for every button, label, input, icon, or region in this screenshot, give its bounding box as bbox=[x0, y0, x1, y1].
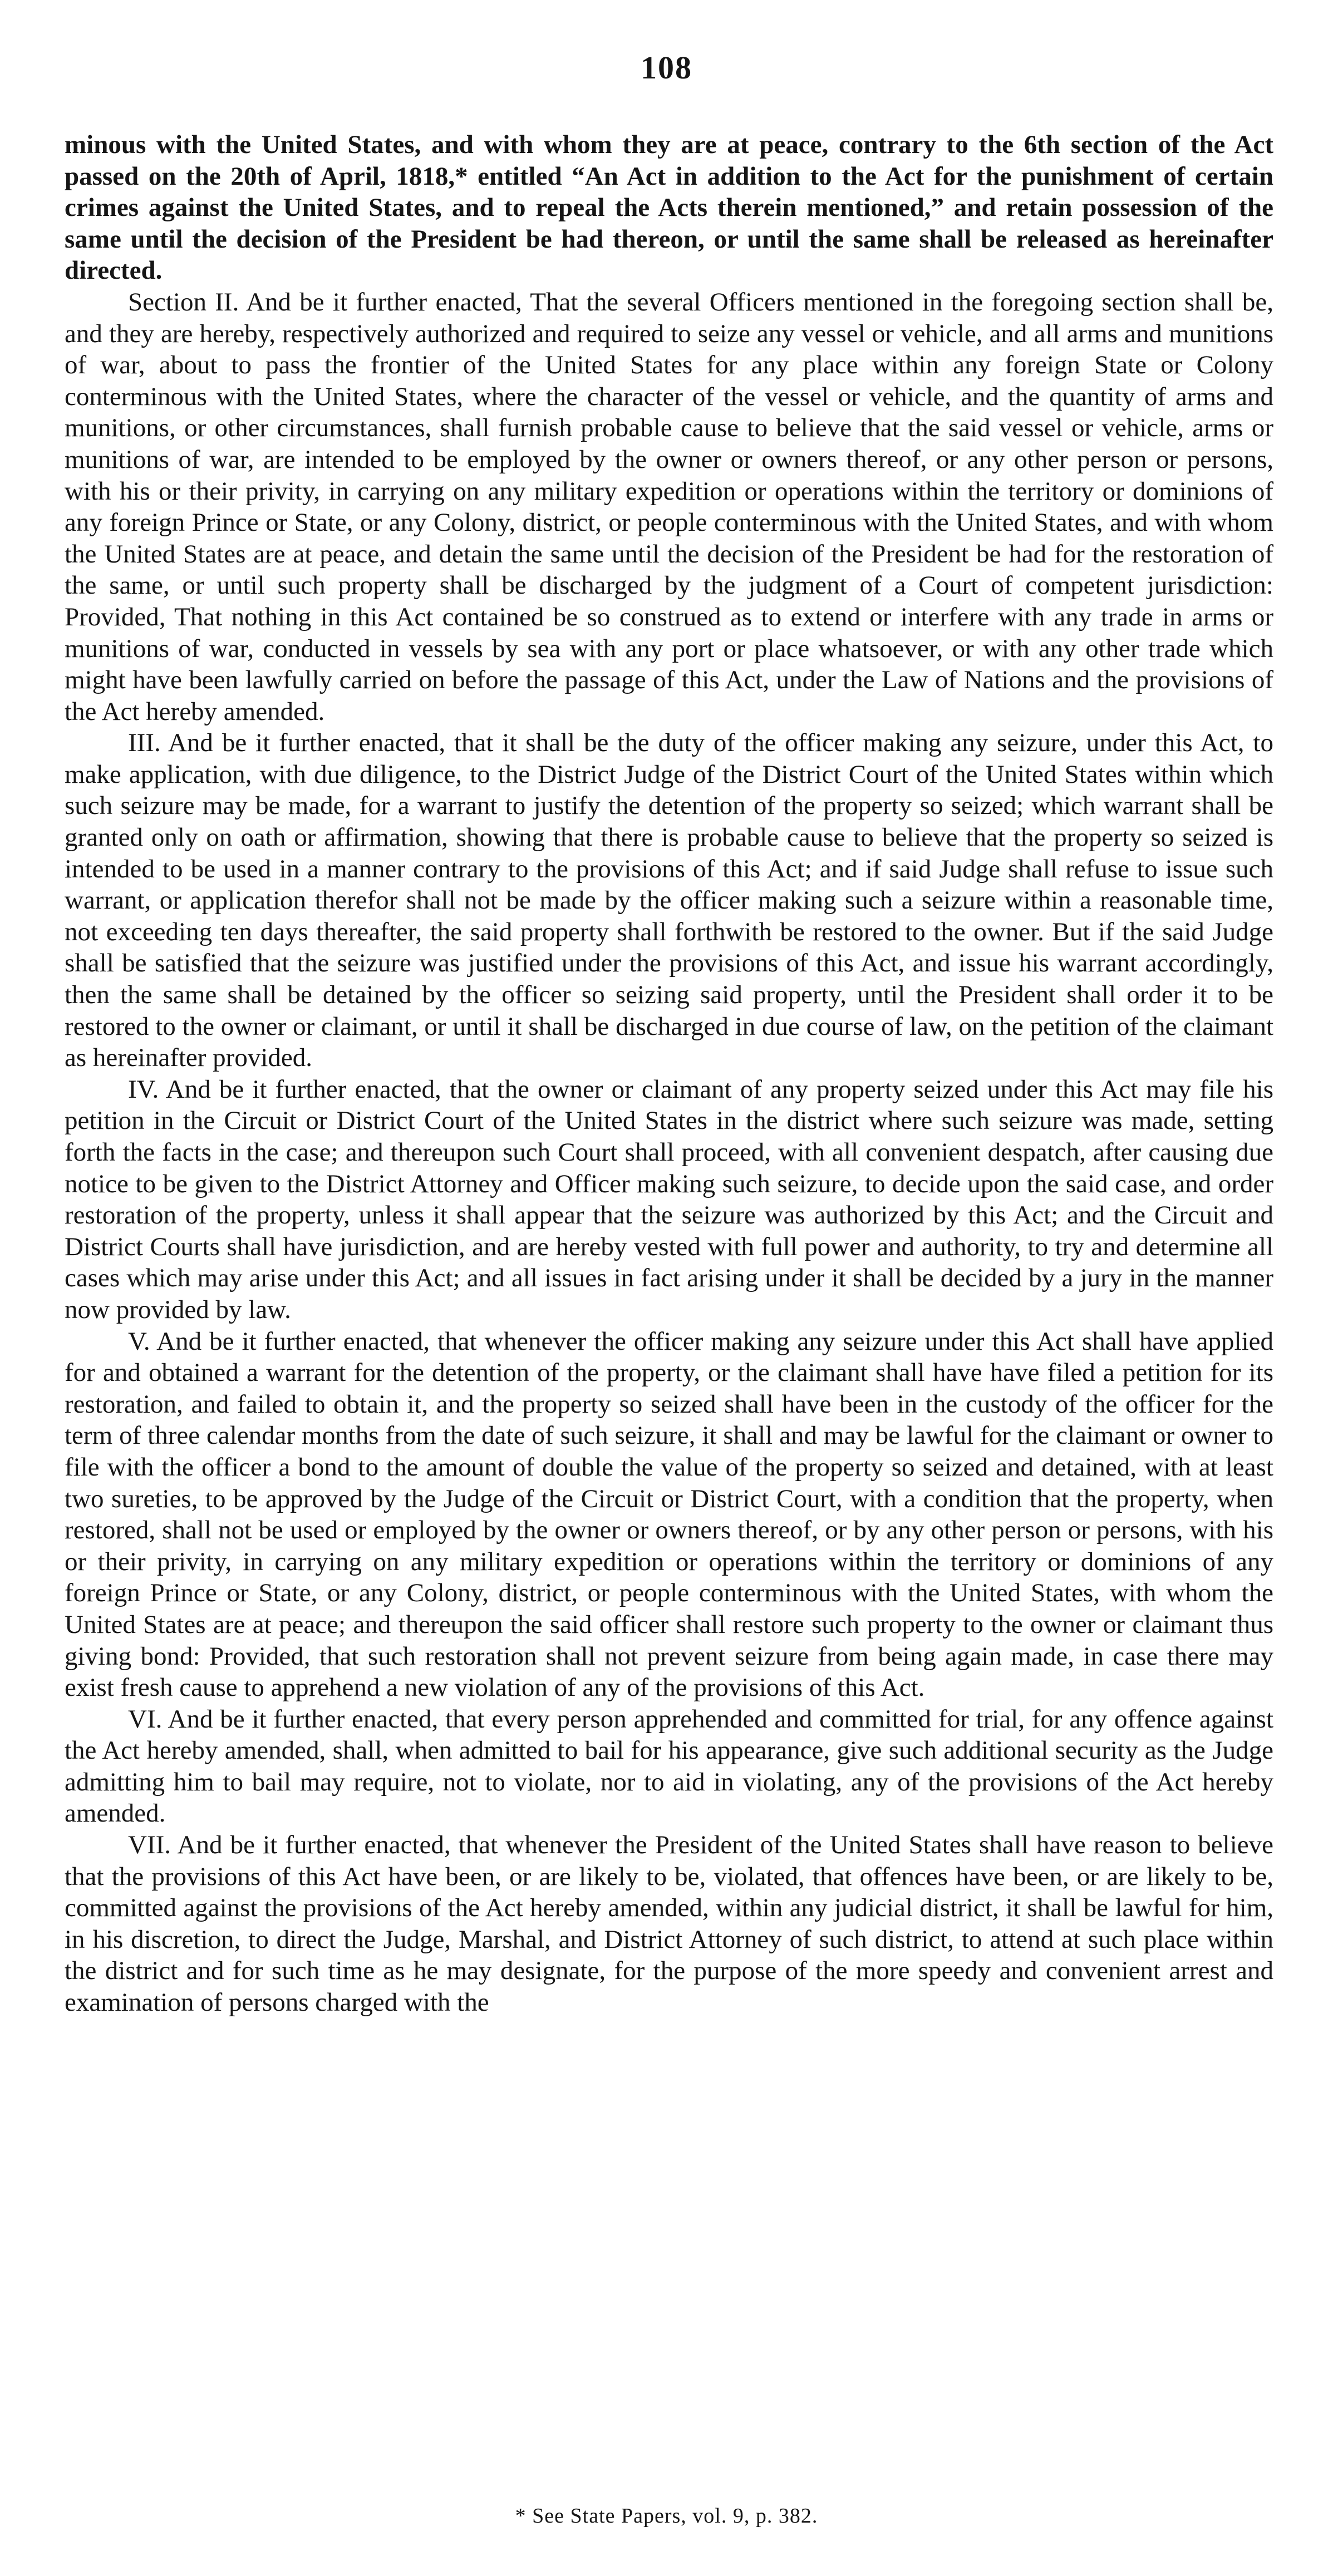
paragraph-section-iii: III. And be it further enacted, that it shall be the duty of the officer making any seizure, under this Act, to make application, with due diligence, to the District Judge of the District Court of the United States within which such seizure may be made, for a warrant to justify the detention of the property so seized; which warrant shall be granted only on oath or affirmation, showing that there is probable cause to believe that the property so seized is intended to be used in a manner contrary to the provisions of this Act; and if said Judge shall refuse to issue such warrant, or application therefor shall not be made by the officer making such a seizure within a reasonable time, not exceeding ten days thereafter, the said property shall forthwith be restored to the owner. But if the said Judge shall be satisfied that the seizure was justified under the provisions of this Act, and issue his warrant accordingly, then the same shall be detained by the officer so seizing said property, until the President shall order it to be restored to the owner or claimant, or until it shall be discharged in due course of law, on the petition of the claimant as hereinafter provided. bbox=[65, 728, 1273, 1073]
paragraph-section-v: V. And be it further enacted, that whenever the officer making any seizure under this Act shall have applied for and obtained a warrant for the detention of the property, or the claimant shall have have filed a petition for its restoration, and failed to obtain it, and the property so seized shall have been in the custody of the officer for the term of three calendar months from the date of such seizure, it shall and may be lawful for the claimant or owner to file with the officer a bond to the amount of double the value of the property so seized and detained, with at least two sureties, to be approved by the Judge of the Circuit or District Court, with a condition that the property, when restored, shall not be used or employed by the owner or owners thereof, or by any other person or persons, with his or their privity, in carrying on any military expedition or operations within the territory or dominions of any foreign Prince or State, or any Colony, district, or people conterminous with the United States, with whom the United States are at peace; and thereupon the said officer shall restore such property to the owner or claimant thus giving bond: Provided, that such restoration shall not prevent seizure from being again made, in case there may exist fresh cause to apprehend a new violation of any of the provisions of this Act. bbox=[65, 1326, 1273, 1702]
paragraph-section-vi: VI. And be it further enacted, that every person apprehended and committed for trial, for any offence against the Act hereby amended, shall, when admitted to bail for his appearance, give such additional security as the Judge admitting him to bail may require, not to violate, nor to aid in violating, any of the provisions of the Act hereby amended. bbox=[65, 1704, 1273, 1828]
paragraph-section-iv: IV. And be it further enacted, that the owner or claimant of any property seized under this Act may file his petition in the Circuit or District Court of the United States in the district where such seizure was made, setting forth the facts in the case; and thereupon such Court shall proceed, with all convenient despatch, after causing due notice to be given to the District Attorney and Officer making such seizure, to decide upon the said case, and order restoration of the property, unless it shall appear that the seizure was authorized by this Act; and the Circuit and District Courts shall have jurisdiction, and are hereby vested with full power and authority, to try and determine all cases which may arise under this Act; and all issues in fact arising under it shall be decided by a jury in the manner now provided by law. bbox=[65, 1074, 1273, 1324]
paragraph-continuation: minous with the United States, and with whom they are at peace, contrary to the 6th section of the Act passed on the 20th of April, 1818,* entitled “An Act in addition to the Act for the punishment of certain crimes against the United States, and to repeal the Acts therein mentioned,” and retain possession of the same until the decision of the President be had thereon, or until the same shall be released as hereinafter directed. bbox=[65, 130, 1273, 285]
paragraph-section-vii: VII. And be it further enacted, that whenever the President of the United States shall have reason to believe that the provisions of this Act have been, or are likely to be, violated, that offences have been, or are likely to be, committed against the provisions of the Act hereby amended, within any judicial district, it shall be lawful for him, in his discretion, to direct the Judge, Marshal, and District Attorney of such district, to attend at such place within the district and for such time as he may designate, for the purpose of the more speedy and convenient arrest and examination of persons charged with the bbox=[65, 1830, 1273, 2017]
page-number: 108 bbox=[641, 50, 692, 86]
paragraph-section-ii: Section II. And be it further enacted, That the several Officers mentioned in the foregoing section shall be, and they are hereby, respectively authorized and required to seize any vessel or vehicle, and all arms and munitions of war, about to pass the frontier of the United States for any place within any foreign State or Colony conterminous with the United States, where the character of the vessel or vehicle, and the quantity of arms and munitions, or other circumstances, shall furnish probable cause to believe that the said vessel or vehicle, arms or munitions of war, are intended to be employed by the owner or owners thereof, or any other person or persons, with his or their privity, in carrying on any military expedition or operations within the territory or dominions of any foreign Prince or State, or any Colony, district, or people conterminous with the United States, and with whom the United States are at peace, and detain the same until the decision of the President be had for the restoration of the same, or until such property shall be discharged by the judgment of a Court of competent jurisdiction: Provided, That nothing in this Act contained be so construed as to extend or interfere with any trade in arms or munitions of war, conducted in vessels by sea with any port or place whatsoever, or with any other trade which might have been lawfully carried on before the passage of this Act, under the Law of Nations and the provisions of the Act hereby amended. bbox=[65, 287, 1273, 726]
footnote: * See State Papers, vol. 9, p. 382. bbox=[515, 2504, 818, 2528]
body-text bbox=[65, 129, 1273, 2019]
